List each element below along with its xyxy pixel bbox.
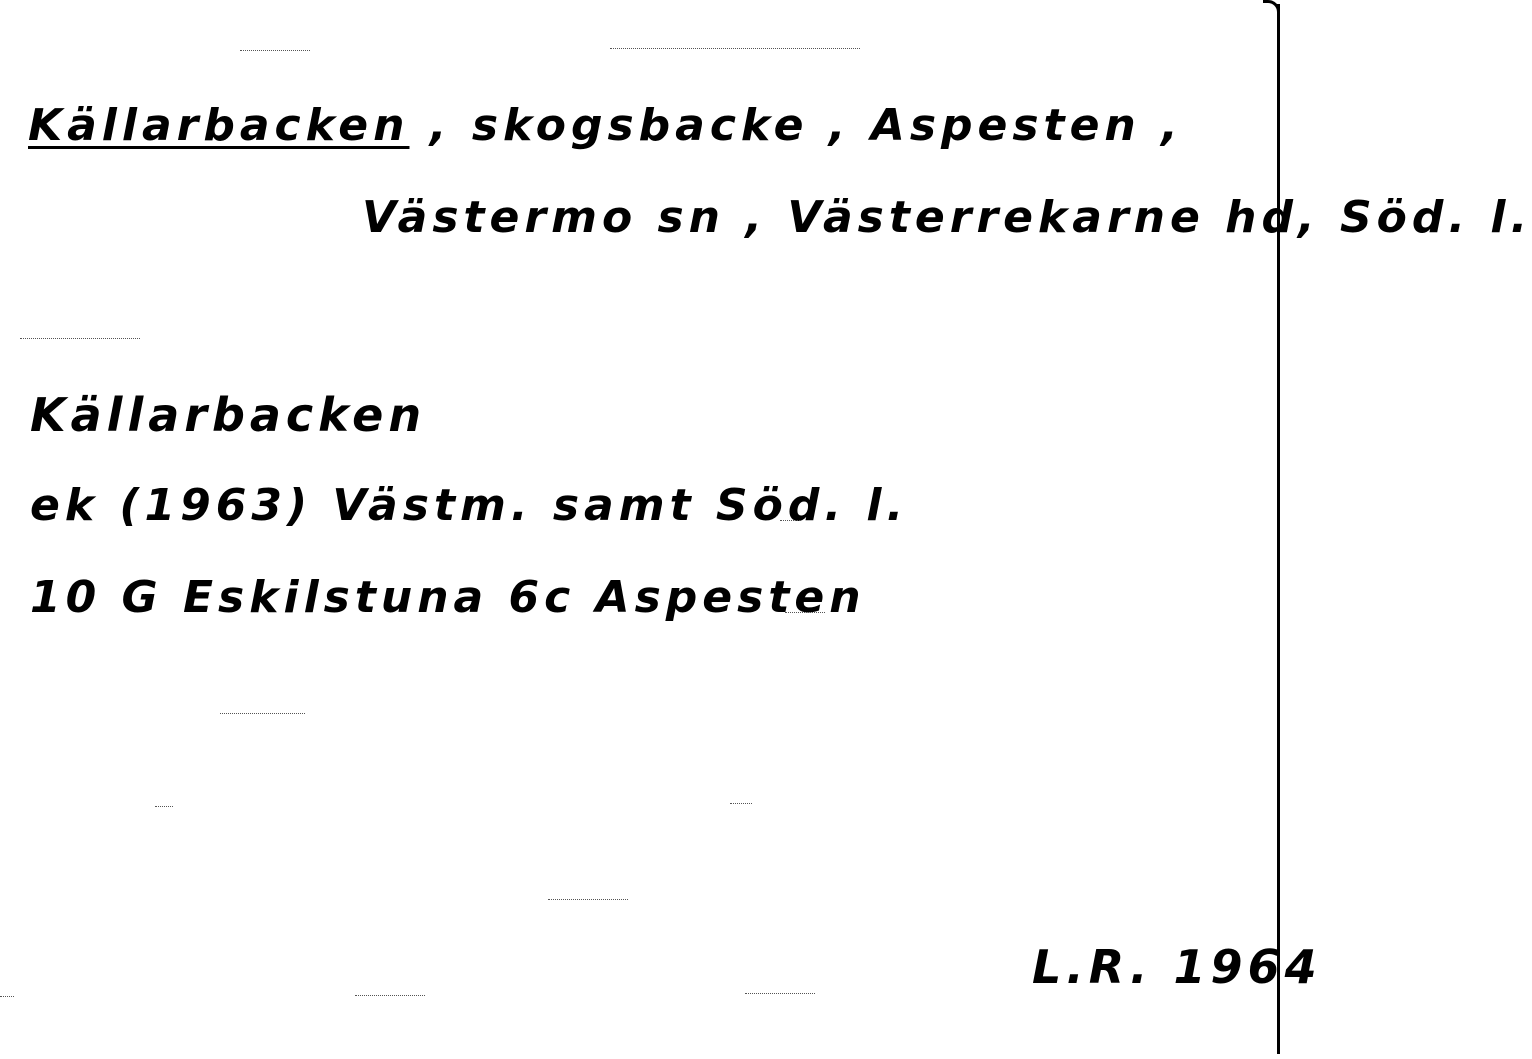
scan-speck: [20, 338, 140, 340]
location-line: Västermo sn , Västerrekarne hd, Söd. l.: [362, 192, 1532, 243]
scan-speck: [240, 50, 310, 52]
scan-speck: [220, 713, 305, 715]
scan-speck: [548, 899, 628, 901]
scan-speck: [780, 520, 800, 522]
signature: L.R. 1964: [1032, 940, 1322, 994]
scan-speck: [730, 803, 752, 805]
card-heading: [28, 100, 1183, 151]
scan-speck: [610, 48, 860, 50]
scan-speck: [745, 993, 815, 995]
card-right-edge: [1277, 4, 1280, 1054]
scan-speck: [355, 995, 425, 997]
map-reference-line: 10 G Eskilstuna 6c Aspesten: [30, 572, 866, 623]
scan-speck: [0, 996, 14, 998]
detail-line: ek (1963) Västm. samt Söd. l.: [30, 480, 909, 531]
scan-speck: [785, 612, 825, 614]
entry-name: Källarbacken: [30, 388, 427, 442]
scan-speck: [155, 806, 173, 808]
heading-rest: , skogsbacke , Aspesten ,: [409, 100, 1183, 151]
headword: Källarbacken: [28, 100, 410, 151]
